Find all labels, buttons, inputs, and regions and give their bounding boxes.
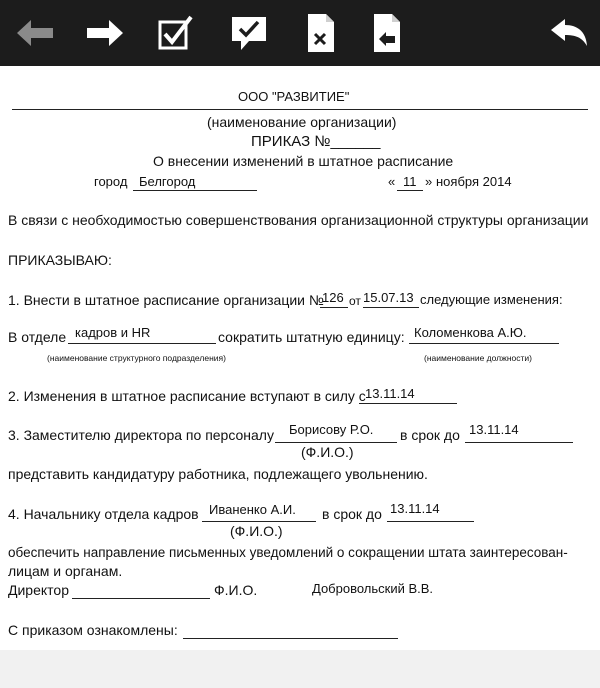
item4-name-line [202,521,316,522]
reply-document-button[interactable] [364,10,410,56]
item3-date: 13.11.14 [469,422,519,437]
dept-caption: (наименование структурного подразделения) [47,353,226,363]
reply-icon [549,18,589,48]
item4-caption: (Ф.И.О.) [230,523,283,539]
dept-mid: сократить штатную единицу: [218,329,405,345]
item3-prefix: 3. Заместителю директора по персоналу [8,427,274,443]
date-day: 11 [403,174,417,189]
check-button[interactable] [152,10,198,56]
org-caption: (наименование организации) [207,114,397,130]
item4-prefix: 4. Начальнику отдела кадров [8,506,199,522]
document-reply-icon [371,12,403,54]
item4-line3: лицам и органам. [8,563,123,579]
checkbox-icon [155,13,195,53]
date-open-quote: « [388,174,396,189]
comment-check-icon [229,13,269,53]
delete-document-button[interactable] [298,10,344,56]
position-caption: (наименование должности) [424,353,532,363]
back-button[interactable] [12,10,58,56]
forward-button[interactable] [82,10,128,56]
order-word: ПРИКАЗЫВАЮ: [8,252,112,268]
item3-name: Борисову Р.О. [289,422,374,437]
item3-line2: представить кандидатуру работника, подлежащего увольнению. [8,466,428,482]
director-fio-label: Ф.И.О. [214,582,258,598]
item4-line2: обеспечить направление письменных уведомлений о сокращении штата заинтересован- [8,545,568,560]
item4-term: в срок до [322,506,382,522]
item1-suffix: следующие изменения: [420,292,563,307]
item2-date: 13.11.14 [365,386,415,401]
reply-button[interactable] [546,10,592,56]
director-signature-line [72,598,210,599]
item1-number: 126 [322,290,344,305]
date-month-year: ноября 2014 [436,174,512,189]
item1-date-line [363,307,419,308]
item1-from: от [349,294,361,308]
acquainted-label: С приказом ознакомлены: [8,622,178,638]
item1-prefix: 1. Внести в штатное расписание организации № [8,292,324,308]
item4-name: Иваненко А.И. [209,502,296,517]
acquainted-line [183,638,398,639]
item3-date-line [465,442,573,443]
toolbar [0,0,600,66]
approve-button[interactable] [226,10,272,56]
item1-date: 15.07.13 [363,290,414,305]
city-line [133,190,257,191]
item1-number-line [320,307,348,308]
document-delete-icon [305,12,337,54]
document-page [0,66,600,650]
position-line [409,343,559,344]
date-day-line [397,190,423,191]
order-subject: О внесении изменений в штатное расписание [153,153,454,169]
director-name: Добровольский В.В. [312,581,434,596]
position-value: Коломенкова А.Ю. [414,325,527,340]
item2-line [359,403,457,404]
director-label: Директор [8,582,69,598]
arrow-left-icon [15,18,55,48]
dept-line [68,343,216,344]
intro-text: В связи с необходимостью совершенствования организационной структуры организации [8,212,589,228]
item4-date: 13.11.14 [390,501,440,516]
bottom-panel [0,650,600,688]
arrow-right-icon [85,18,125,48]
item3-caption: (Ф.И.О.) [301,444,354,460]
item4-date-line [387,521,474,522]
city-label: город [94,174,128,189]
org-name: ООО "РАЗВИТИЕ" [238,89,350,104]
dept-value: кадров и HR [75,325,151,340]
date-close-quote: » [425,174,433,189]
order-title: ПРИКАЗ №______ [251,133,381,150]
dept-prefix: В отделе [8,329,67,345]
org-line [12,109,588,110]
item2-text: 2. Изменения в штатное расписание вступают в силу с [8,388,366,404]
city-value: Белгород [139,174,196,189]
item3-name-line [275,442,397,443]
item3-term: в срок до [400,427,460,443]
